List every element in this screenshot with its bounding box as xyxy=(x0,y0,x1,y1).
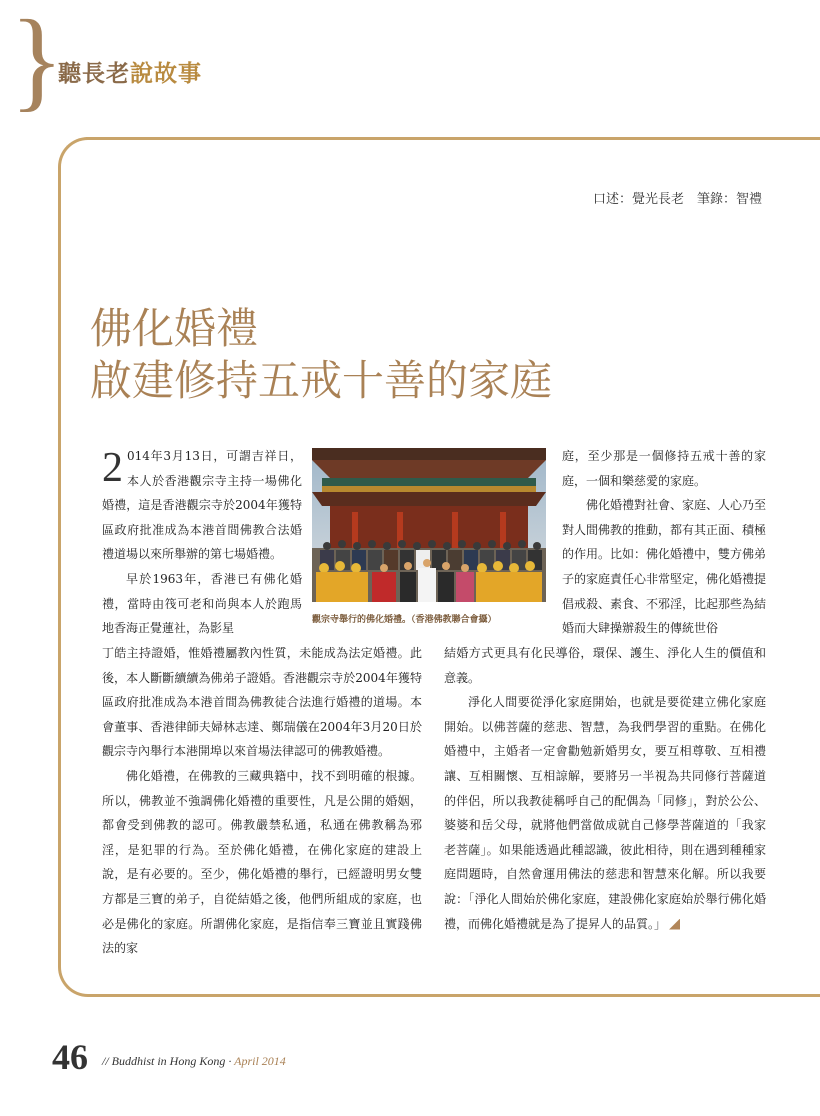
section-title-accent: 說故事 xyxy=(130,60,202,87)
article-column-right-top xyxy=(562,444,766,641)
paragraph-5-text: 淨化人間要從淨化家庭開始，也就是要從建立佛化家庭開始。以佛菩薩的慈悲、智慧，為我們學習的重點。在佛化婚禮中，主婚者一定會勸勉新婚男女，要互相尊敬、互相禮讓、互相關懷、互相諒解，要將另一半視為共同修行菩薩道的伴侶，所以我教徒稱呼自己的配偶為「同修」，對於公公、婆婆和岳父母，就將他們當做成就自己修學菩薩道的「我家老菩薩」。如果能透過此種認識，彼此相待，則在遇到種種家庭問題時，自然會運用佛法的慈悲和智慧來化解。所以我要說：「淨化人間始於佛化家庭，建設佛化家庭始於舉行佛化婚禮，而佛化婚禮就是為了提昇人的品質。」 xyxy=(444,695,766,931)
wedding-photo xyxy=(312,448,546,602)
footer-publication xyxy=(102,1054,286,1069)
publication-name: // Buddhist in Hong Kong · xyxy=(102,1054,235,1068)
paragraph-3-continued: 庭，至少那是一個修持五戒十善的家庭，一個和樂慈愛的家庭。 xyxy=(562,449,766,488)
section-title-main: 聽長老 xyxy=(58,60,130,87)
paragraph-4-continued: 結婚方式更具有化民導俗，環保、護生、淨化人生的價值和意義。 xyxy=(444,646,766,685)
paragraph-2-start: 早於1963年，香港已有佛化婚禮，當時由筏可老和尚與本人於跑馬地香海正覺蓮社，為影星 xyxy=(102,571,302,636)
article-column-left-bottom xyxy=(102,641,422,961)
paragraph-1 xyxy=(102,444,302,567)
photo-caption: 觀宗寺舉行的佛化婚禮。（香港佛教聯合會攝） xyxy=(312,615,497,625)
byline: 口述：覺光長老 筆錄：智禮 xyxy=(592,192,762,207)
paragraph-1-text: 014年3月13日，可謂吉祥日，本人於香港觀宗寺主持一場佛化婚禮，這是香港觀宗寺於2004年獲特區政府批准成為本港首間佛教合法婚禮道場以來所舉辦的第七場婚禮。 xyxy=(102,449,302,562)
section-brace: } xyxy=(10,0,64,122)
page-number: 46 xyxy=(52,1037,88,1077)
section-title xyxy=(58,55,202,88)
headline-line-2: 啟建修持五戒十善的家庭 xyxy=(90,356,553,405)
article-column-left-top xyxy=(102,444,302,641)
paragraph-2-continued: 丁皓主持證婚，惟婚禮屬教內性質，未能成為法定婚禮。此後，本人斷斷續續為佛弟子證婚。香港觀宗寺於2004年獲特區政府批准成為本港首間為佛教徒合法進行婚禮的道場。本會董事、香港律師夫婦林志達、鄭瑞儀在2004年3月20日於觀宗寺內舉行本港開埠以來首場法律認可的佛教婚禮。 xyxy=(102,646,422,759)
panel-top-rule xyxy=(86,137,820,138)
issue-date: April 2014 xyxy=(234,1054,286,1068)
dropcap: 2 xyxy=(102,445,123,491)
headline xyxy=(90,303,552,407)
wedding-photo-illustration xyxy=(312,448,546,602)
paragraph-3: 佛化婚禮，在佛教的三藏典籍中，找不到明確的根據。所以，佛教並不強調佛化婚禮的重要性，凡是公開的婚姻，都會受到佛教的認可。佛教嚴禁私通，私通在佛教稱為邪淫，是犯罪的行為。至於佛化婚禮，在佛化家庭的建設上說，是有必要的。至少，佛化婚禮的舉行，已經證明男女雙方都是三寶的弟子，自從結婚之後，他們所組成的家庭，也必是佛化的家庭。所謂佛化家庭，是指信奉三寶並且實踐佛法的家 xyxy=(102,768,422,956)
paragraph-4-start: 佛化婚禮對社會、家庭、人心乃至對人間佛教的推動，都有其正面、積極的作用。比如：佛化婚禮中，雙方佛弟子的家庭責任心非常堅定，佛化婚禮提倡戒殺、素食、不邪淫，比起那些為結婚而大肆操辦殺生的傳統世俗 xyxy=(562,498,767,636)
headline-line-1: 佛化婚禮 xyxy=(90,304,259,353)
end-of-article-icon xyxy=(669,919,680,930)
paragraph-5 xyxy=(444,690,766,936)
article-column-right-bottom xyxy=(444,641,766,936)
